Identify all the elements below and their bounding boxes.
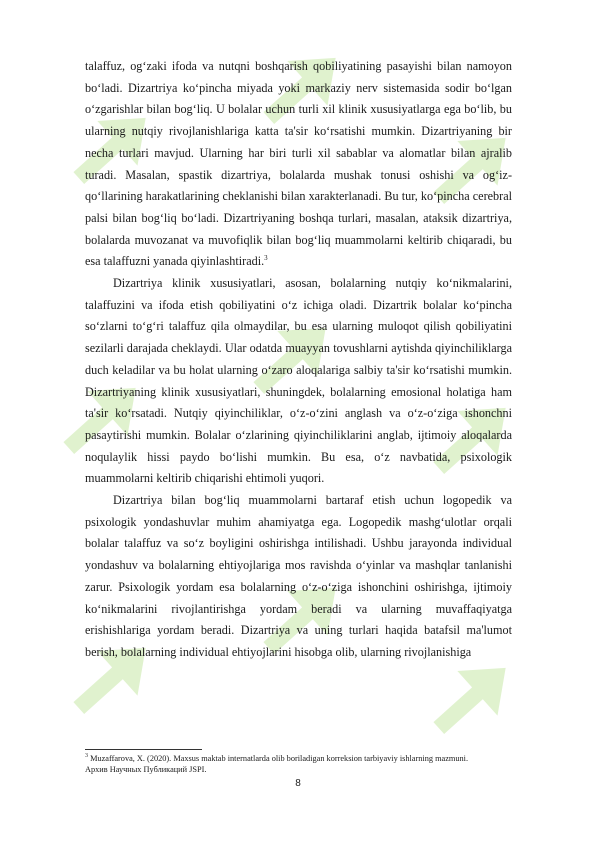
footnote — [85, 753, 525, 775]
body-text — [85, 56, 512, 664]
paragraph-3: Dizartriya bilan bog‘liq muammolarni bartaraf etish uchun logopedik va psixologik yondashuvlar muhim ahamiyatga ega. Logopedik mashg‘ulotlar orqali bolalar talaffuz va so‘z boyligini oshirishga intilishadi. Ushbu jarayonda individual yondashuv va bolalarning ehtiyojlariga mos ravishda o‘yinlar va mashqlar tanlanishi zarur. Psixologik yordam esa bolalarning o‘z-o‘ziga ishonchini oshirishga, ijtimoiy ko‘nikmalarini rivojlantirishga yordam beradi va ularning muvaffaqiyatga erishishlariga yordam beradi. Dizartriya va uning turlari haqida batafsil ma'lumot berish, bolalarning individual ehtiyojlarini hisobga olib, ularning rivojlanishiga — [85, 493, 512, 659]
paragraph-2: Dizartriya klinik xususiyatlari, asosan, bolalarning nutqiy ko‘nikmalarini, talaffuzini va ifoda etish qobiliyatini o‘z ichiga oladi. Dizartrik bolalar ko‘pincha so‘zlarni to‘g‘ri talaffuz qila olmaydilar, bu esa ularning muloqot qilish qobiliyatini sezilarli darajada cheklaydi. Ular odatda muayyan tovushlarni aytishda qiyinchiliklarga duch keladilar va bu holat ularning o‘zaro aloqalariga salbiy ta'sir ko‘rsatishi mumkin. Dizartriyaning klinik xususiyatlari, shuningdek, bolalarning emosional holatiga ham ta'sir ko‘rsatadi. Nutqiy qiyinchiliklar, o‘z-o‘zini anglash va o‘z-o‘ziga ishonchni pasaytirishi mumkin. Bolalar o‘zlarining qiyinchiliklarini anglab, ijtimoiy aloqalarda noqulaylik hissi paydo bo‘lishi mumkin. Bu esa, o‘z navbatida, psixologik muammolarni keltirib chiqarishi ehtimoli yuqori. — [85, 276, 512, 486]
paragraph-1 — [85, 56, 512, 273]
footnote-reference[interactable]: 3 — [264, 254, 268, 263]
page-number: 8 — [295, 778, 301, 789]
footnote-line-2: Архив Научных Публикаций JSPI. — [85, 765, 207, 774]
footnote-citation: Muzaffarova, X. (2020). Maxsus maktab internatlarda olib boriladigan korreksion tarbiyaviy ishlarning mazmuni. — [90, 754, 469, 763]
footnote-line-1 — [85, 753, 525, 764]
paragraph-1-text: talaffuz, og‘zaki ifoda va nutqni boshqarish qobiliyatining pasayishi bilan namoyon bo‘ladi. Dizartriya ko‘pincha miyada yoki markaziy nerv sistemasida sodir bo‘lgan o‘zgarishlar bilan bog‘liq. U bolalar uchun turli xil klinik xususiyatlarga ega bo‘lib, bu ularning nutqiy rivojlanishlariga katta ta'sir ko‘rsatishi mumkin. Dizartriyaning bir necha turlari mavjud. Ularning har biri turli xil sabablar va alomatlar bilan ajralib turadi. Masalan, spastik dizartriya, bolalarda mushak tonusi oshishi va og‘iz-qo‘llarining harakatlarining cheklanishi bilan xarakterlanadi. Bu tur, ko‘pincha cerebral palsi bilan bog‘liq bo‘ladi. Dizartriyaning boshqa turlari, masalan, ataksik dizartriya, bolalarda muvozanat va muvofiqlik bilan bog‘liq muammolarni keltirib chiqaradi, bu esa talaffuzni yanada qiyinlashtiradi. — [85, 59, 512, 269]
footnote-number: 3 — [85, 753, 88, 760]
footnote-separator — [85, 749, 202, 750]
